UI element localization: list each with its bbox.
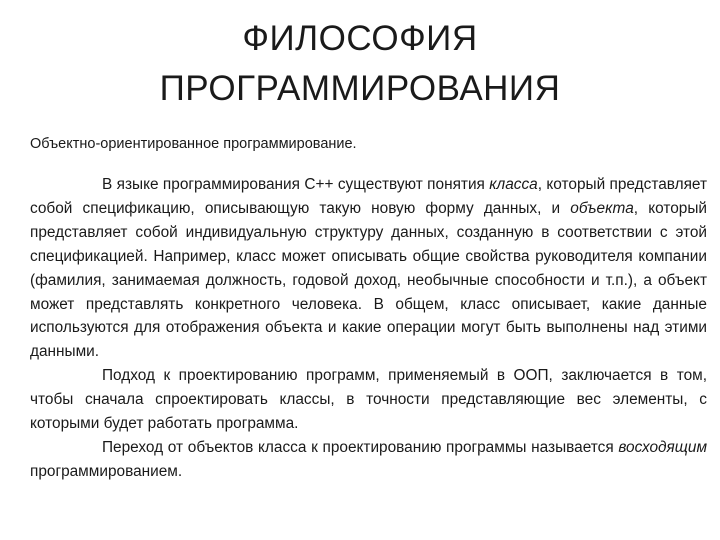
paragraph-1-text-a: В языке программирования С++ существуют понятия	[102, 176, 490, 193]
term-class: класса	[489, 176, 538, 193]
section-subtitle: Объектно-ориентированное программирование.	[30, 136, 357, 152]
paragraph-3	[30, 436, 707, 484]
paragraph-3-text-a: Переход от объектов класса к проектированию программы называется	[102, 438, 619, 456]
term-object: объекта	[570, 199, 634, 217]
slide-title-line-2: ПРОГРАММИРОВАНИЯ	[159, 69, 561, 108]
paragraph-1-text-c: , который представляет собой индивидуальную структуру данных, созданную в соответствии с этой спецификацией. Например, класс может описывать общие свойства руководителя компании (фамилия, занимаемая должность, годовой доход, необычные способности и т.п.), а объект может представлять конкретного человека. В общем, класс описывает, какие данные используются для отображения объекта и какие операции могут быть выполнены над этими данными.	[30, 199, 707, 361]
slide-title	[0, 14, 720, 114]
term-ascending: восходящим	[618, 438, 707, 456]
paragraph-3-text-b: программированием.	[30, 462, 183, 480]
paragraph-2: Подход к проектированию программ, применяемый в ООП, заключается в том, чтобы сначала спроектировать классы, в точности представляющие вес элементы, с которыми будет работать программа.	[30, 367, 707, 433]
slide-title-line-1: ФИЛОСОФИЯ	[242, 19, 478, 58]
paragraph-1-text-b: , который представляет собой спецификацию, описывающую такую новую форму данных, и	[30, 176, 708, 217]
body-text	[30, 173, 707, 484]
paragraph-1	[30, 173, 707, 364]
